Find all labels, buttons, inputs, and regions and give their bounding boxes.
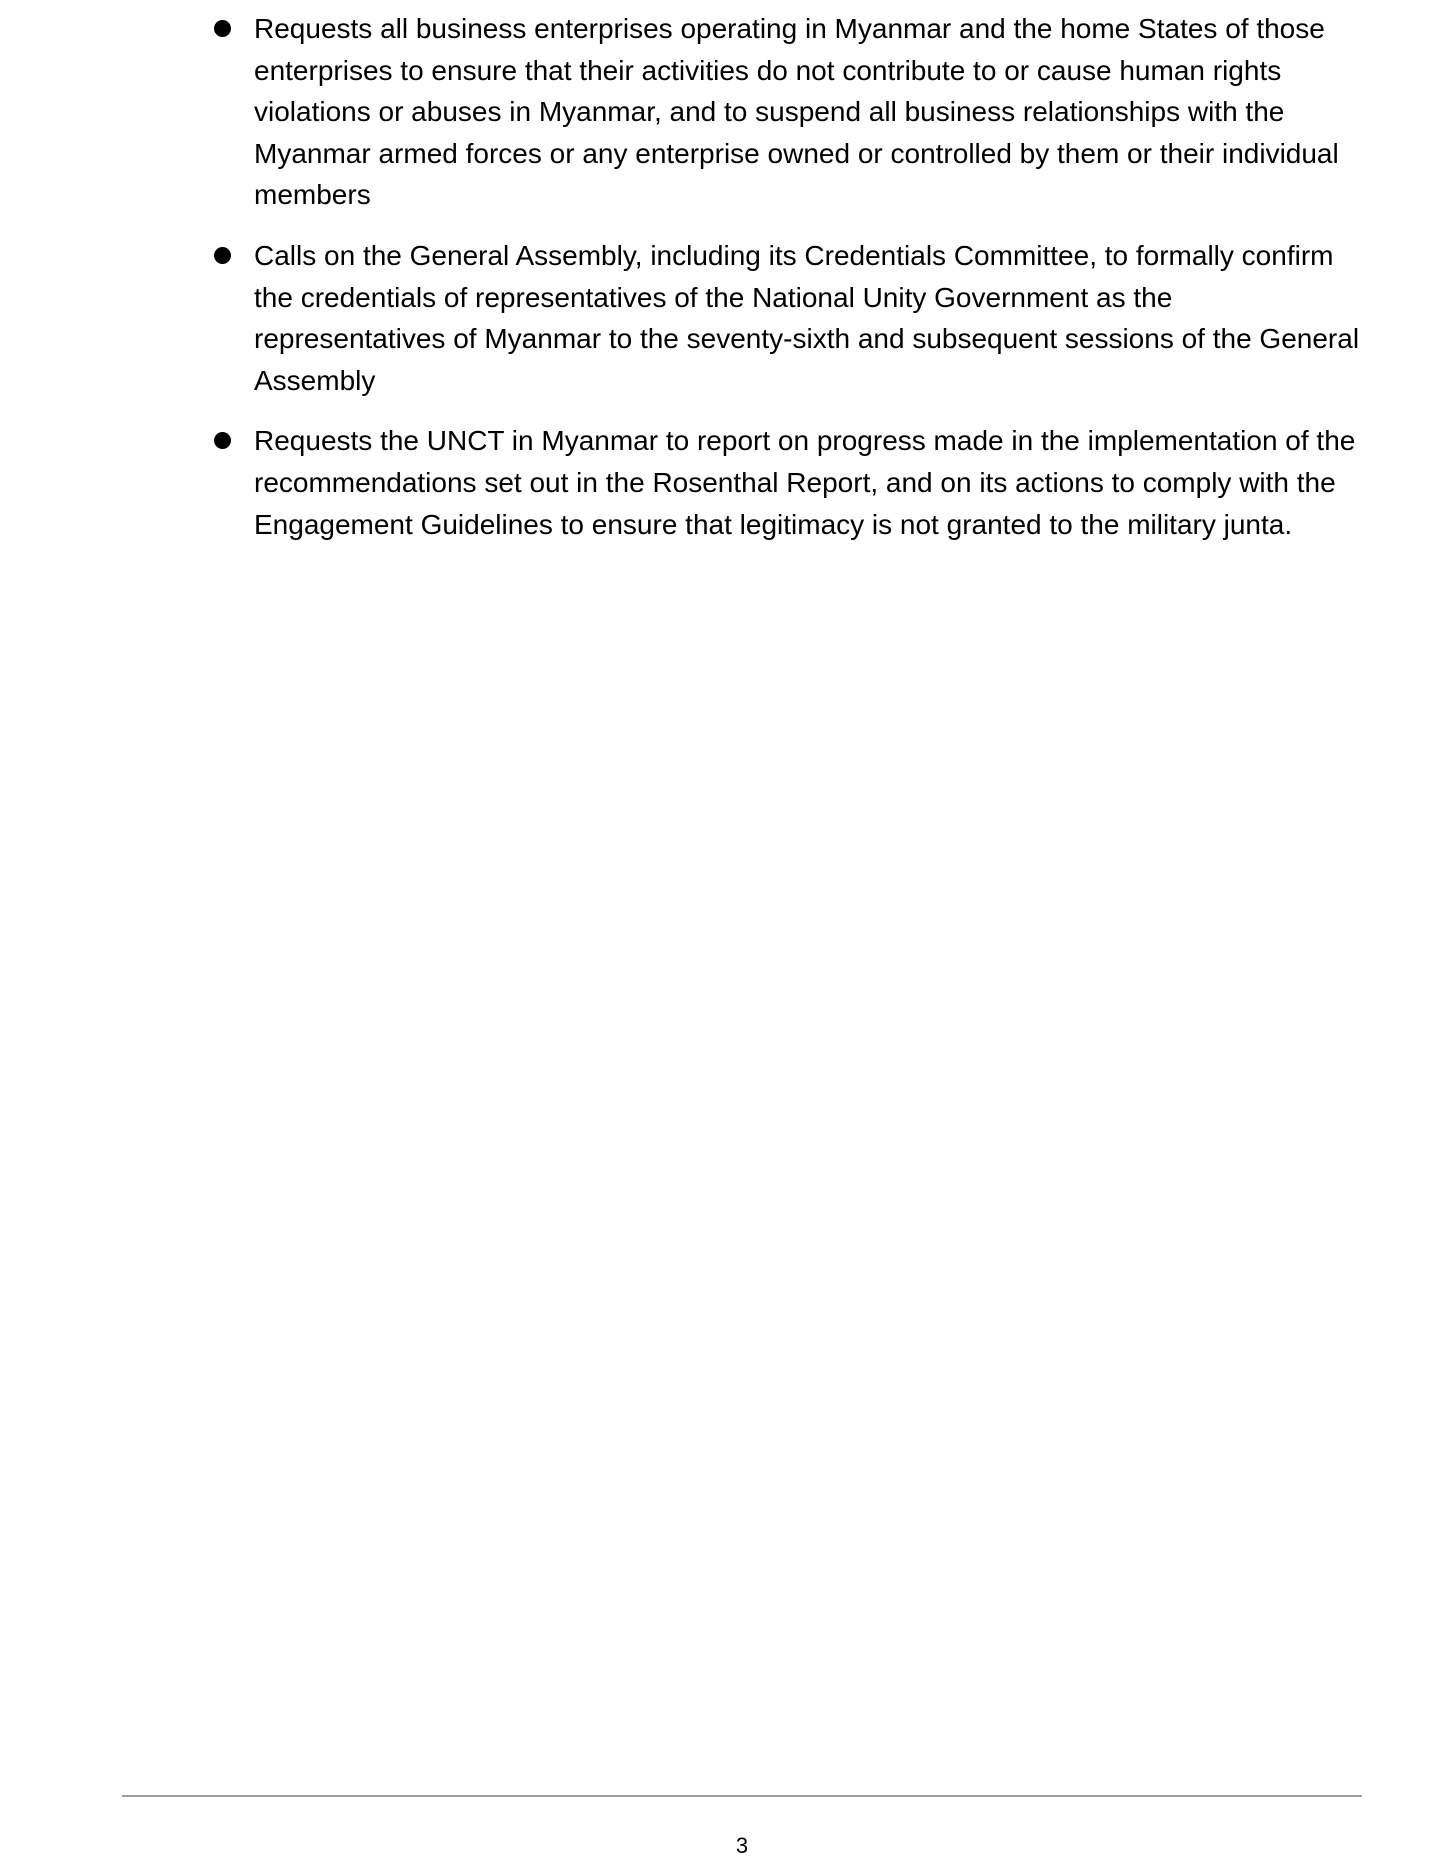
list-item (210, 8, 1370, 216)
bullet-icon (214, 20, 231, 37)
bullet-icon (214, 432, 231, 449)
list-item (210, 420, 1370, 545)
list-item-text: Requests the UNCT in Myanmar to report on progress made in the implementation of the recommendations set out in the Rosenthal Report, and on its actions to comply with the Engagement Guidelines to ensure that legitimacy is not granted to the military junta. (254, 425, 1356, 540)
page-number: 3 (735, 1833, 749, 1858)
document-body (210, 8, 1370, 564)
list-item (210, 235, 1370, 401)
footer-divider (122, 1795, 1362, 1797)
bullet-icon (214, 247, 231, 264)
list-item-text: Calls on the General Assembly, including its Credentials Committee, to formally confirm the credentials of representatives of the National Unity Government as the representatives of Myanmar to the seventy-sixth and subsequent sessions of the General Assembly (254, 239, 1360, 396)
list-item-text: Requests all business enterprises operating in Myanmar and the home States of those enterprises to ensure that their activities do not contribute to or cause human rights violations or abuses in Myanmar, and to suspend all business relationships with the Myanmar armed forces or any enterprise owned or controlled by them or their individual members (254, 13, 1339, 211)
bullet-list (210, 8, 1370, 545)
